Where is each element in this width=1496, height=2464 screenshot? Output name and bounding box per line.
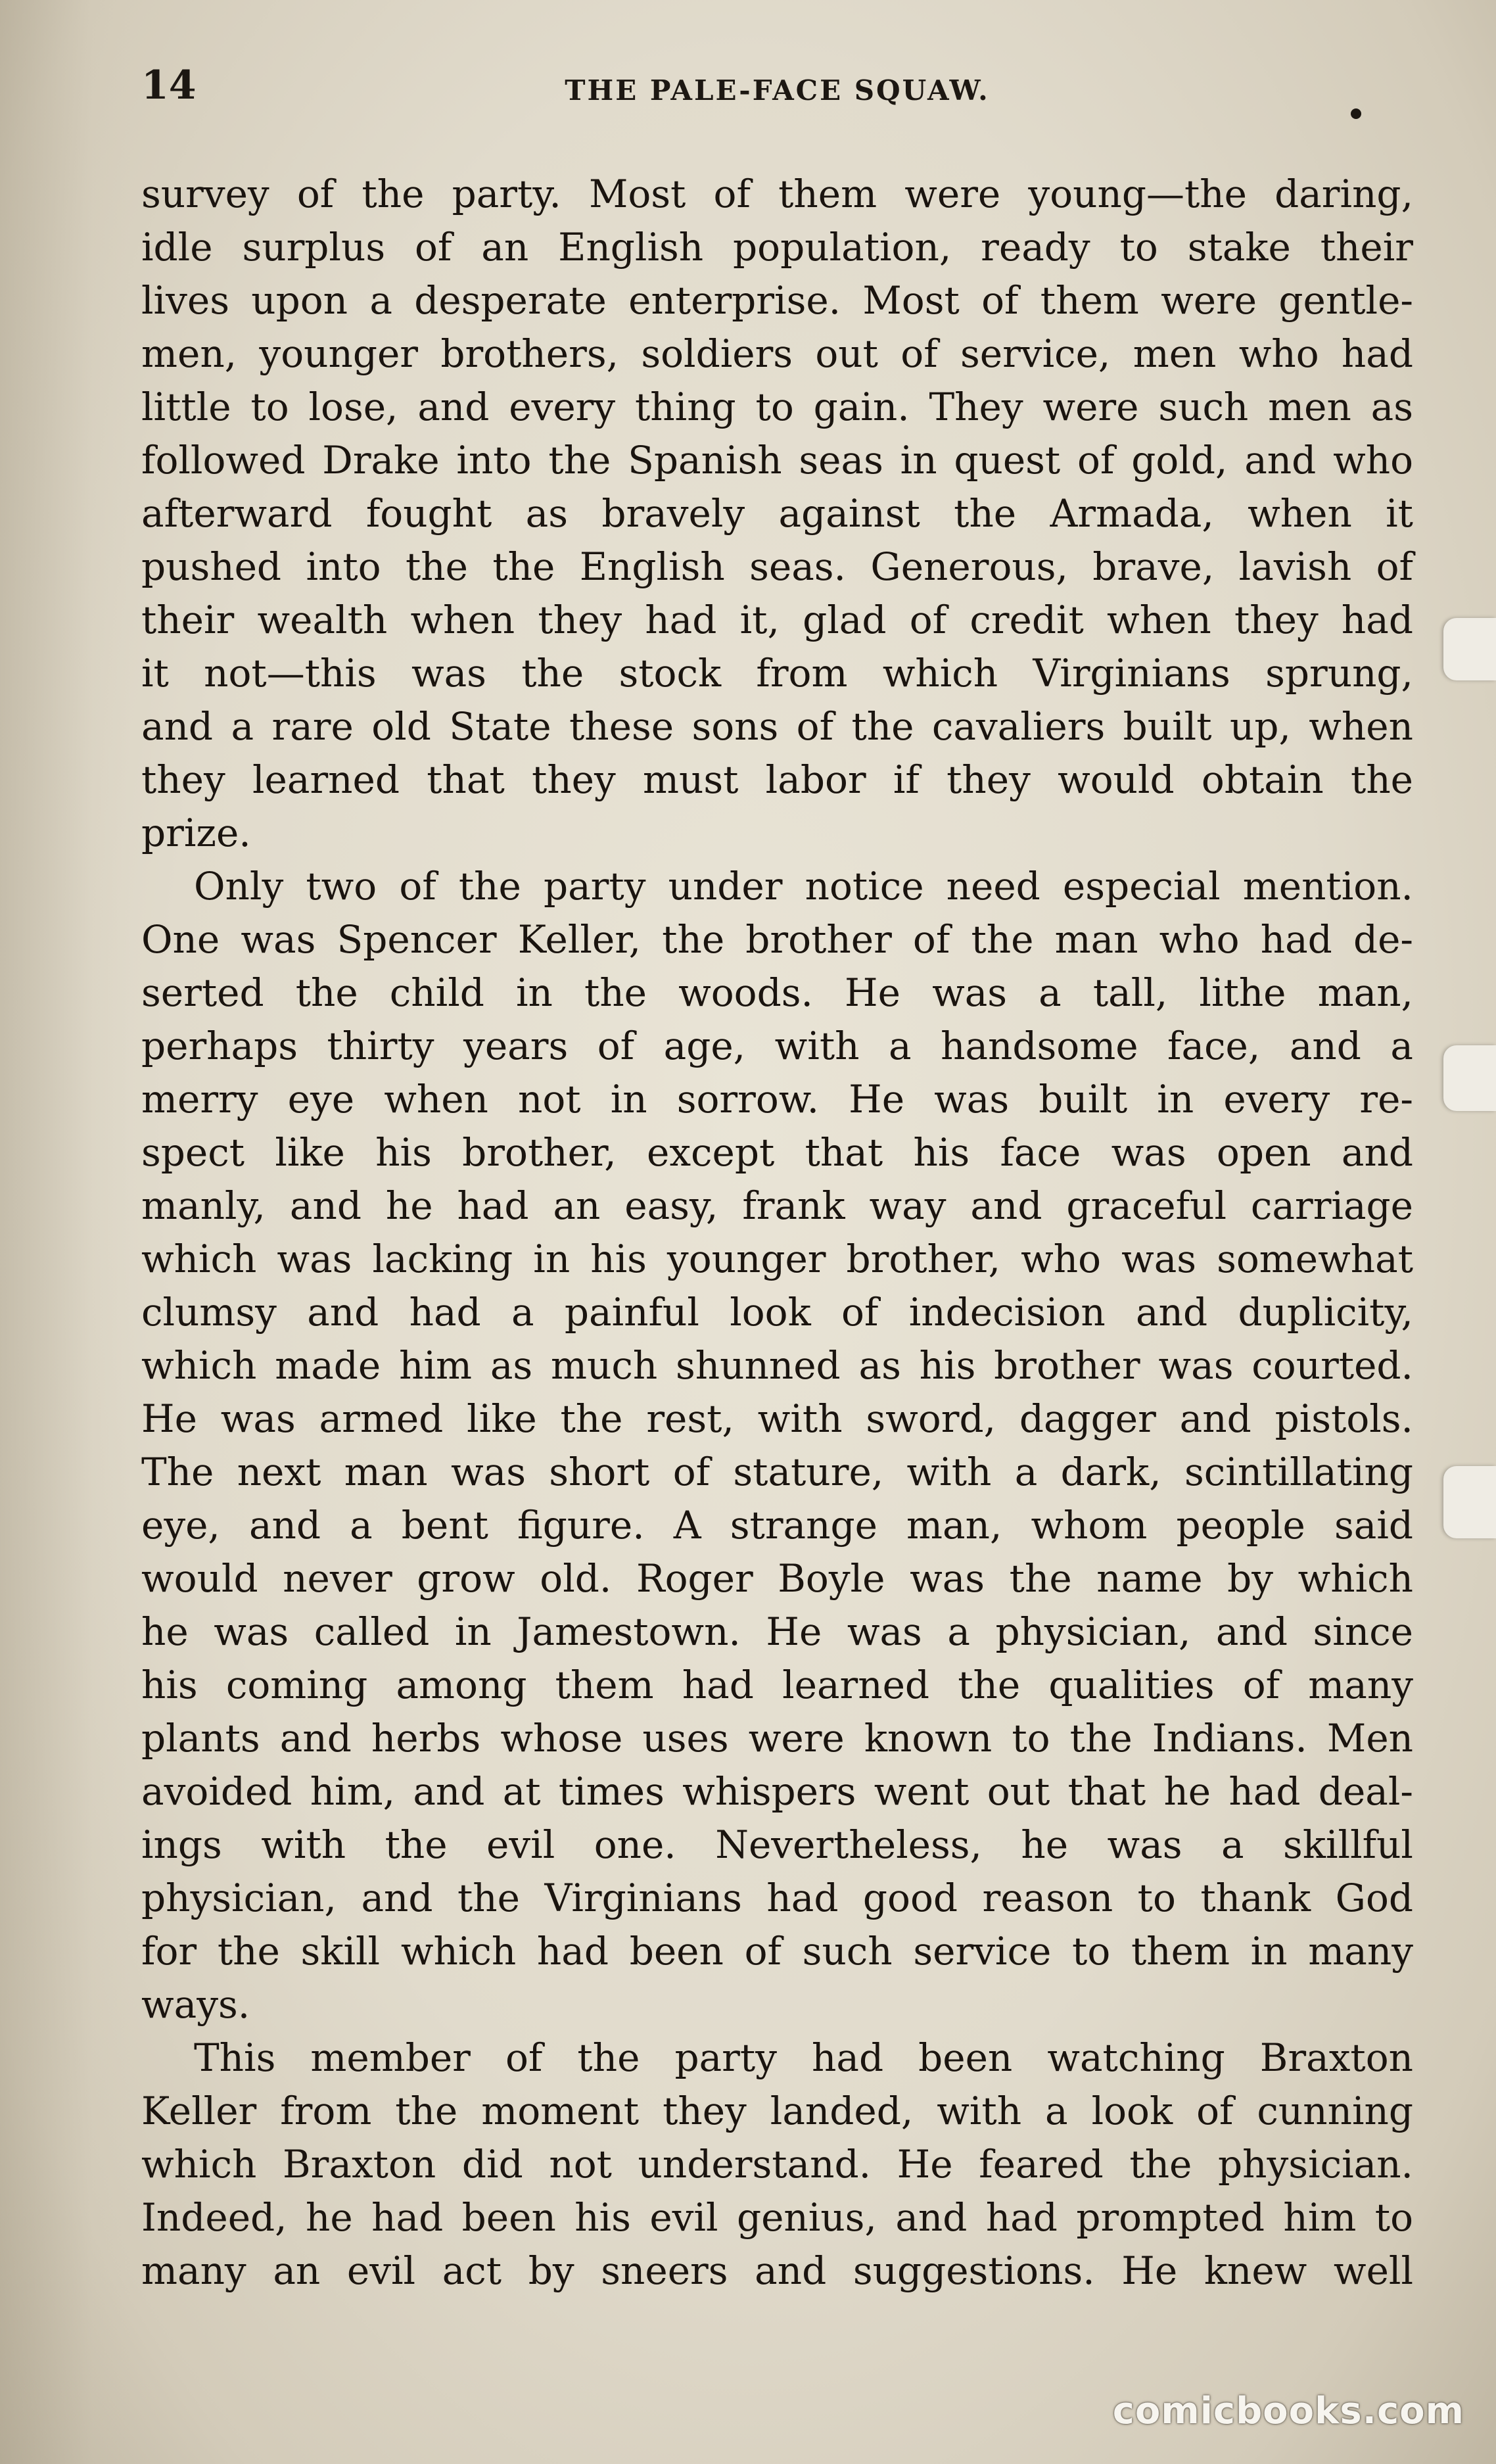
paragraph-3 — [141, 2031, 1413, 2298]
text-line: and a rare old State these sons of the cavaliers built up, when — [141, 704, 1413, 749]
text-line: pushed into the the English seas. Generous, brave, lavish of — [141, 544, 1413, 589]
text-line: many an evil act by sneers and suggestions. He knew well — [141, 2248, 1413, 2293]
text-line: ings with the evil one. Nevertheless, he was a skillful — [141, 1822, 1413, 1867]
text-line: plants and herbs whose uses were known to the Indians. Men — [141, 1716, 1413, 1761]
text-line: for the skill which had been of such service to them in many — [141, 1929, 1413, 1974]
page-edge-shadow — [0, 0, 131, 2464]
text-line: men, younger brothers, soldiers out of service, men who had — [141, 331, 1413, 376]
text-line: He was armed like the rest, with sword, dagger and pistols. — [141, 1396, 1413, 1441]
text-line: perhaps thirty years of age, with a handsome face, and a — [141, 1024, 1413, 1068]
text-line: manly, and he had an easy, frank way and graceful carriage — [141, 1183, 1413, 1228]
text-line: little to lose, and every thing to gain. They were such men as — [141, 385, 1413, 429]
page-tab-lower — [1443, 1466, 1496, 1538]
text-line: which Braxton did not understand. He feared the physician. — [141, 2142, 1413, 2187]
text-line: clumsy and had a painful look of indecision and duplicity, — [141, 1290, 1413, 1335]
text-line: merry eye when not in sorrow. He was built in every re- — [141, 1077, 1413, 1122]
text-line: avoided him, and at times whispers went out that he had deal- — [141, 1769, 1413, 1814]
text-line: would never grow old. Roger Boyle was the name by which — [141, 1556, 1413, 1601]
running-title: THE PALE-FACE SQUAW. — [565, 74, 990, 107]
text-line: ways. — [141, 1982, 250, 2027]
text-line: One was Spencer Keller, the brother of the man who had de- — [141, 917, 1413, 962]
text-line: their wealth when they had it, glad of credit when they had — [141, 598, 1413, 642]
text-line: idle surplus of an English population, ready to stake their — [141, 225, 1413, 270]
text-line: afterward fought as bravely against the Armada, when it — [141, 491, 1413, 536]
text-line: prize. — [141, 811, 251, 855]
text-line: his coming among them had learned the qualities of many — [141, 1663, 1413, 1707]
body-text — [141, 168, 1413, 2298]
text-line: The next man was short of stature, with a dark, scintillating — [141, 1450, 1413, 1494]
page-number: 14 — [141, 62, 197, 108]
text-line: it not—this was the stock from which Virginians sprung, — [141, 651, 1413, 696]
text-line: Indeed, he had been his evil genius, and had prompted him to — [141, 2195, 1413, 2240]
text-line: Keller from the moment they landed, with a look of cunning — [141, 2089, 1413, 2133]
page-tab-middle — [1443, 1045, 1496, 1111]
text-line: they learned that they must labor if they would obtain the — [141, 757, 1413, 802]
text-line: which made him as much shunned as his brother was courted. — [141, 1343, 1413, 1388]
page-header — [141, 62, 1413, 122]
text-line: lives upon a desperate enterprise. Most of them were gentle- — [141, 278, 1413, 323]
text-line: eye, and a bent figure. A strange man, whom people said — [141, 1503, 1413, 1548]
paragraph-2 — [141, 860, 1413, 2031]
text-line: which was lacking in his younger brother, who was somewhat — [141, 1237, 1413, 1281]
text-line: spect like his brother, except that his face was open and — [141, 1130, 1413, 1175]
text-line: he was called in Jamestown. He was a physician, and since — [141, 1609, 1413, 1654]
text-line: Only two of the party under notice need especial mention. — [194, 864, 1413, 909]
page-tab-upper — [1443, 618, 1496, 680]
text-line: This member of the party had been watching Braxton — [194, 2035, 1413, 2080]
watermark: comicbooks.com — [1112, 2390, 1464, 2432]
text-line: serted the child in the woods. He was a tall, lithe man, — [141, 970, 1413, 1015]
ink-dot — [1351, 108, 1361, 119]
paragraph-1 — [141, 168, 1413, 860]
text-line: survey of the party. Most of them were young—the daring, — [141, 172, 1413, 216]
text-line: physician, and the Virginians had good reason to thank God — [141, 1876, 1413, 1920]
text-line: followed Drake into the Spanish seas in quest of gold, and who — [141, 438, 1413, 483]
